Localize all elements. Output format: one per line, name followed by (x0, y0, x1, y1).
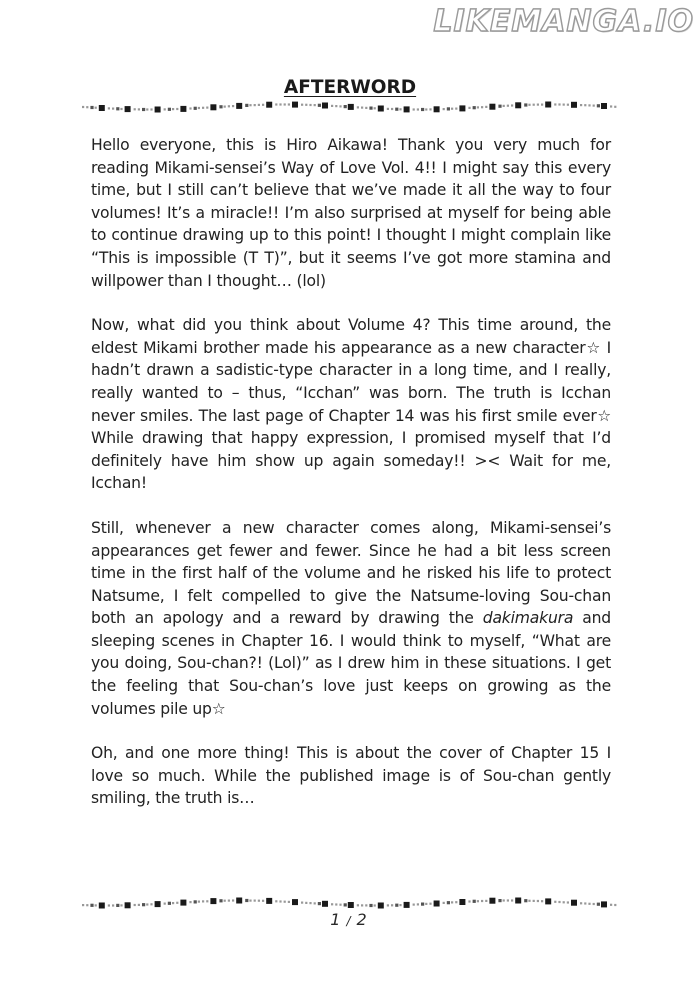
divider-dot (601, 901, 607, 907)
divider-dot (391, 108, 393, 110)
divider-dot (120, 904, 122, 906)
divider-dot (288, 103, 290, 105)
divider-dot (361, 904, 363, 906)
divider-dot (541, 104, 543, 106)
divider-dot (125, 106, 131, 112)
divider-dot (95, 107, 97, 109)
divider-dot (614, 106, 616, 108)
divider-dot (275, 900, 277, 902)
page-number-total: 2 (356, 910, 370, 929)
divider-dot (537, 900, 539, 902)
divider-dot (601, 103, 607, 109)
divider-dot (189, 901, 191, 903)
divider-dot (391, 904, 393, 906)
divider-dot (533, 104, 535, 106)
divider-dot (451, 901, 453, 903)
divider-dot (284, 103, 286, 105)
divider-dot (262, 104, 264, 106)
divider-dot (138, 904, 140, 906)
divider-dot (443, 108, 445, 110)
divider-dot (314, 902, 316, 904)
divider-dot (515, 102, 521, 108)
divider-dot (554, 901, 556, 903)
divider-dot (447, 107, 450, 110)
divider-dot (357, 904, 359, 906)
divider-dot (447, 901, 450, 904)
paragraph-3-text-a: Still, whenever a new character comes along, Mikami-sensei’s appearances get fewer and fewer. Since he had a bit less screen time in the first half of the volume and he risked his life to protect Natsume, I felt compelled to give the Natsume-loving Sou-chan both an apology and a reward by drawing the (91, 518, 611, 628)
divider-dot (189, 107, 191, 109)
divider-dot (610, 904, 612, 906)
divider-dot (584, 902, 586, 904)
divider-dot (275, 103, 277, 105)
divider-dot (228, 900, 230, 902)
divider-dot (279, 103, 281, 105)
divider-dot (339, 105, 341, 107)
divider-dot (172, 902, 174, 904)
divider-dot (232, 105, 234, 107)
divider-dot (322, 901, 328, 907)
divider-dot (168, 902, 171, 905)
paragraph-2 (91, 314, 611, 495)
divider-dot (331, 903, 333, 905)
divider-top (82, 100, 618, 114)
divider-dot (417, 108, 419, 110)
paragraph-1 (91, 134, 611, 292)
divider-dot (369, 904, 372, 907)
divider-dot (202, 107, 204, 109)
divider-dot (210, 898, 216, 904)
divider-dot (481, 106, 483, 108)
divider-dot (146, 903, 148, 905)
divider-dot (511, 104, 513, 106)
divider-dot (309, 902, 311, 904)
divider-dot (503, 899, 505, 901)
afterword-body (91, 134, 611, 832)
divider-dot (413, 108, 415, 110)
divider-dot (318, 902, 321, 905)
divider-dot (344, 903, 347, 906)
divider-dot (395, 904, 398, 907)
divider-dot (99, 105, 105, 111)
divider-dot (378, 903, 384, 909)
divider-dot (404, 902, 410, 908)
divider-dot (150, 903, 152, 905)
divider-dot (498, 105, 501, 108)
divider-dot (511, 899, 513, 901)
divider-dot (425, 903, 427, 905)
divider-dot (417, 903, 419, 905)
divider-dot (262, 900, 264, 902)
divider-dot (361, 107, 363, 109)
divider-dot (146, 108, 148, 110)
divider-dot (180, 106, 186, 112)
divider-dot (563, 104, 565, 106)
divider-dot (305, 104, 307, 106)
divider-dot (112, 904, 114, 906)
divider-dot (194, 107, 197, 110)
divider-dot (228, 105, 230, 107)
divider-dot (387, 904, 389, 906)
divider-dot (614, 904, 616, 906)
divider-dot (301, 902, 303, 904)
divider-dot (155, 107, 161, 113)
divider-dot (258, 104, 260, 106)
divider-dot (588, 104, 590, 106)
divider-dot (164, 108, 166, 110)
divider-dot (567, 901, 569, 903)
divider-dot (288, 901, 290, 903)
divider-dot (224, 900, 226, 902)
divider-dot (348, 902, 354, 908)
divider-dot (335, 903, 337, 905)
divider-dot (485, 106, 487, 108)
divider-dot (339, 904, 341, 906)
divider-dot (545, 898, 551, 904)
divider-dot (357, 106, 359, 108)
divider-dot (206, 107, 208, 109)
divider-dot (309, 104, 311, 106)
divider-dot (374, 107, 376, 109)
divider-dot (489, 104, 495, 110)
paragraph-3-text-b: and sleeping scenes in Chapter 16. I would think to myself, “What are you doing, Sou-chan?! (Lol)” as I drew him in these situations. I get the feeling that Sou-chan’s love just keeps on growing as the volumes pile up☆ (91, 609, 611, 718)
divider-dot (413, 904, 415, 906)
divider-dot (142, 903, 145, 906)
divider-dot (473, 900, 476, 903)
divider-dot (545, 102, 551, 108)
divider-dot (279, 900, 281, 902)
divider-dot (292, 102, 298, 108)
divider-dot (593, 903, 595, 905)
divider-dot (524, 103, 527, 106)
divider-dot (142, 108, 145, 111)
divider-dot (284, 901, 286, 903)
divider-dot (537, 104, 539, 106)
divider-dot (219, 105, 222, 108)
divider-dot (421, 903, 424, 906)
divider-dot (443, 902, 445, 904)
divider-dot (90, 904, 93, 907)
divider-dot (365, 904, 367, 906)
paragraph-2-text: Now, what did you think about Volume 4? This time around, the eldest Mikami brother made his appearance as a new character☆ I hadn’t drawn a sadistic-type character in a long time, and I really, really wanted to – thus, “Icchan” was born. The truth is Icchan never smiles. The last page of Chapter 14 was his first smile ever☆ While drawing that happy expression, I promised myself that I’d definitely have him show up again someday!! >< Wait for me, Icchan! (91, 316, 611, 493)
divider-dot (138, 108, 140, 110)
divider-dot (468, 900, 470, 902)
divider-dot (374, 904, 376, 906)
divider-dot (180, 900, 186, 906)
divider-dot (176, 108, 178, 110)
divider-dot (395, 108, 398, 111)
divider-dot (429, 903, 431, 905)
divider-dot (194, 900, 197, 903)
divider-dot (365, 107, 367, 109)
divider-dot (335, 105, 337, 107)
divider-dot (344, 105, 347, 108)
divider-dot (155, 901, 161, 907)
divider-dot (198, 901, 200, 903)
divider-dot (593, 105, 595, 107)
divider-dot (108, 904, 110, 906)
divider-dot (224, 106, 226, 108)
page-title: AFTERWORD (283, 77, 417, 98)
divider-dot (369, 107, 372, 110)
divider-dot (588, 903, 590, 905)
divider-dot (387, 108, 389, 110)
divider-dot (378, 106, 384, 112)
divider-dot (563, 901, 565, 903)
divider-dot (515, 898, 521, 904)
divider-dot (580, 104, 582, 106)
divider-dot (331, 105, 333, 107)
divider-dot (301, 104, 303, 106)
divider-dot (322, 103, 328, 109)
site-watermark: LIKEMANGA.IO (433, 4, 694, 39)
divider-dot (528, 900, 530, 902)
divider-dot (266, 898, 272, 904)
divider-dot (610, 105, 612, 107)
divider-dot (99, 903, 105, 909)
divider-dot (554, 103, 556, 105)
divider-dot (507, 899, 509, 901)
divider-dot (219, 899, 222, 902)
divider-dot (134, 904, 136, 906)
divider-dot (258, 900, 260, 902)
page-number-separator: / (346, 914, 354, 928)
divider-dot (236, 898, 242, 904)
divider-dot (571, 900, 577, 906)
divider-dot (198, 107, 200, 109)
divider-dot (503, 105, 505, 107)
divider-dot (425, 108, 427, 110)
divider-dot (236, 103, 242, 109)
divider-dot (528, 104, 530, 106)
divider-dot (254, 900, 256, 902)
divider-dot (434, 901, 440, 907)
paragraph-4-text: Oh, and one more thing! This is about the cover of Chapter 15 I love so much. While the published image is of Sou-chan gently smiling, the truth is… (91, 744, 611, 808)
divider-dot (533, 900, 535, 902)
divider-dot (206, 900, 208, 902)
paragraph-1-text: Hello everyone, this is Hiro Aikawa! Thank you very much for reading Mikami-sensei’s Way of Love Vol. 4!! I might say this every time, but I still can’t believe that we’ve made it all the way to four volumes! It’s a miracle!! I’m also surprised at myself for being able to continue drawing up to this point! I thought I might complain like “This is impossible (T T)”, but it seems I’ve got more stamina and willpower than I thought… (lol) (91, 136, 611, 290)
divider-dot (168, 108, 171, 111)
divider-dot (541, 900, 543, 902)
divider-dot (86, 106, 88, 108)
divider-dot (249, 104, 251, 106)
divider-dot (455, 901, 457, 903)
divider-dot (455, 108, 457, 110)
divider-dot (597, 104, 600, 107)
divider-dot (116, 107, 119, 110)
divider-bottom (82, 896, 618, 910)
divider-dot (266, 102, 272, 108)
divider-dot (318, 104, 321, 107)
divider-dot (567, 104, 569, 106)
divider-dot (245, 899, 248, 902)
divider-dot (459, 105, 465, 111)
divider-dot (164, 903, 166, 905)
divider-dot (584, 104, 586, 106)
divider-dot (558, 103, 560, 105)
divider-dot (202, 900, 204, 902)
divider-dot (210, 104, 216, 110)
divider-dot (150, 108, 152, 110)
paragraph-4 (91, 742, 611, 810)
divider-dot (232, 899, 234, 901)
divider-dot (434, 106, 440, 112)
divider-dot (571, 102, 577, 108)
divider-dot (399, 108, 401, 110)
divider-dot (112, 108, 114, 110)
divider-dot (451, 108, 453, 110)
divider-dot (245, 104, 248, 107)
page-number-current: 1 (330, 910, 344, 929)
divider-dot (116, 904, 119, 907)
divider-dot (507, 105, 509, 107)
page-number (0, 910, 700, 929)
divider-dot (314, 104, 316, 106)
divider-dot (125, 902, 131, 908)
divider-dot (473, 106, 476, 109)
divider-dot (429, 108, 431, 110)
divider-dot (468, 107, 470, 109)
divider-dot (86, 904, 88, 906)
divider-dot (108, 107, 110, 109)
divider-dot (477, 106, 479, 108)
divider-dot (348, 104, 354, 110)
divider-dot (524, 899, 527, 902)
divider-dot (404, 106, 410, 112)
divider-dot (90, 106, 93, 109)
divider-dot (459, 899, 465, 905)
paragraph-3 (91, 517, 611, 720)
divider-dot (95, 904, 97, 906)
divider-dot (172, 108, 174, 110)
paragraph-3-italic-term: dakimakura (482, 609, 574, 628)
divider-dot (82, 106, 84, 108)
divider-dot (120, 108, 122, 110)
divider-dot (597, 903, 600, 906)
divider-dot (305, 902, 307, 904)
divider-dot (254, 104, 256, 106)
divider-dot (481, 900, 483, 902)
divider-dot (477, 900, 479, 902)
divider-dot (134, 108, 136, 110)
divider-dot (399, 904, 401, 906)
divider-dot (82, 904, 84, 906)
divider-dot (489, 898, 495, 904)
divider-dot (558, 901, 560, 903)
divider-dot (249, 900, 251, 902)
divider-dot (292, 899, 298, 905)
divider-dot (421, 108, 424, 111)
divider-dot (485, 900, 487, 902)
divider-dot (580, 902, 582, 904)
divider-dot (176, 902, 178, 904)
divider-dot (498, 899, 501, 902)
